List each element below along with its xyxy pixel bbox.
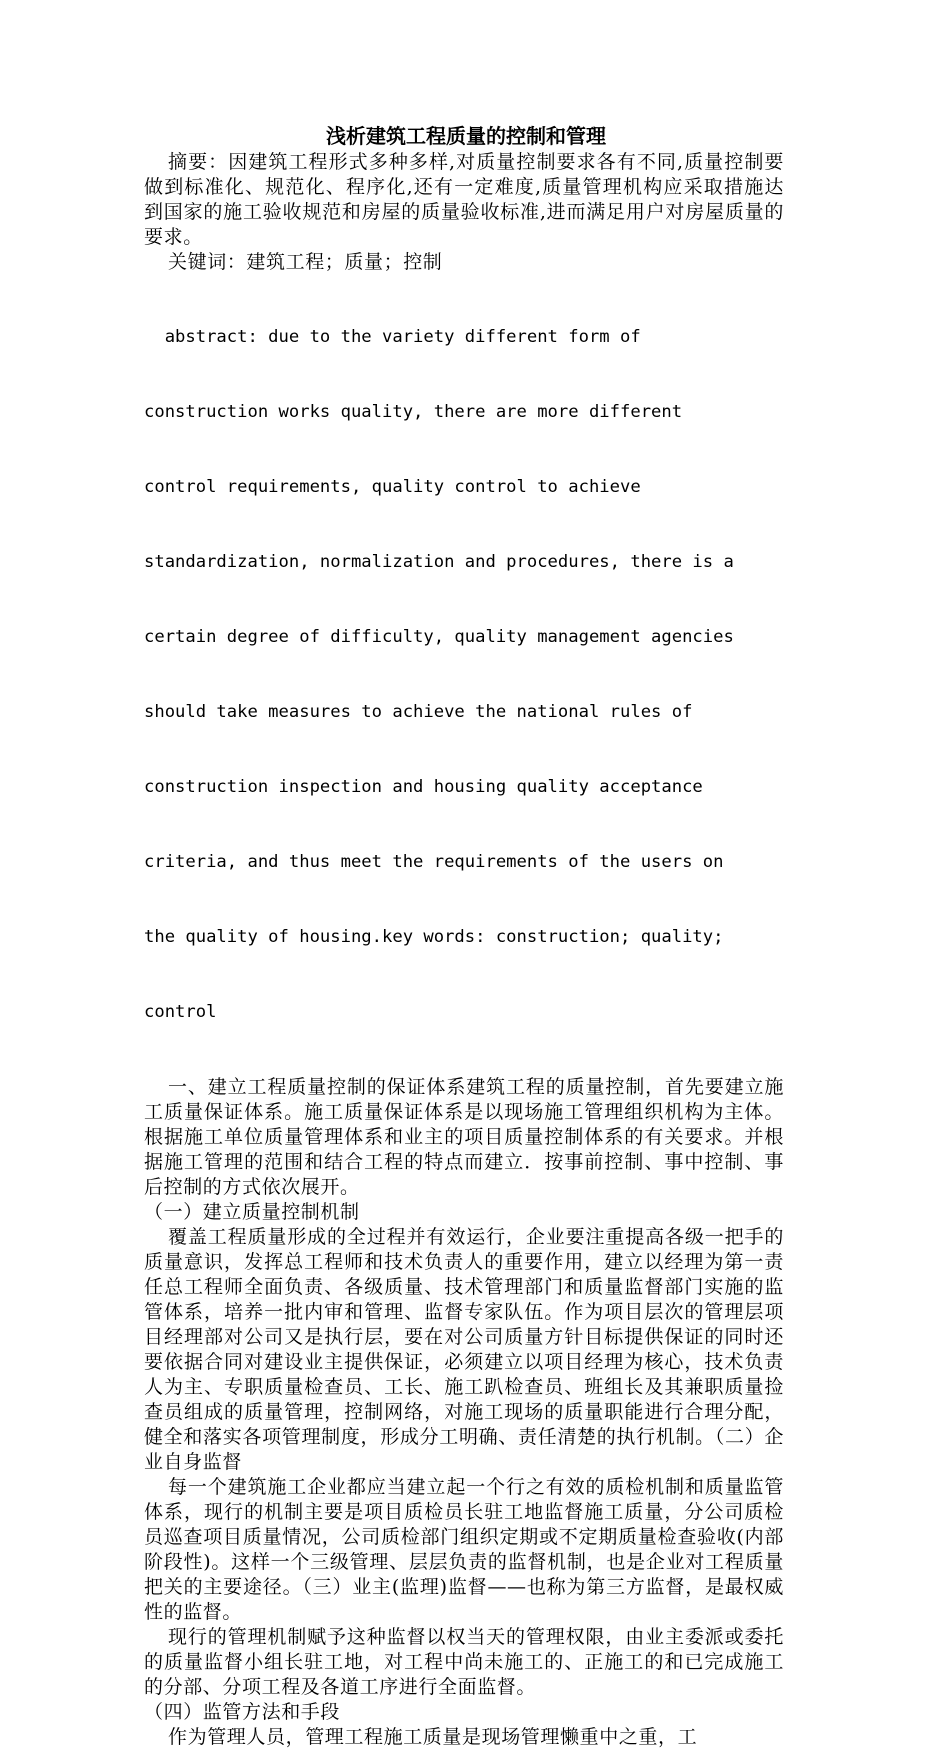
abstract-en-line: criteria, and thus meet the requirements of the users on: [144, 852, 724, 872]
section-heading: （一）建立质量控制机制: [144, 1201, 360, 1223]
abstract-en-line: construction inspection and housing quality acceptance: [144, 777, 703, 797]
keywords-cn: 关键词：建筑工程；质量；控制: [168, 251, 443, 273]
abstract-en-line: standardization, normalization and procedures, there is a: [144, 552, 734, 572]
abstract-en-line: control: [144, 1002, 217, 1022]
abstract-en: [144, 275, 784, 1075]
body-paragraph: 覆盖工程质量形成的全过程并有效运行，企业要注重提高各级一把手的质量意识，发挥总工程师和技术负责人的重要作用，建立以经理为第一责任总工程师全面负责、各级质量、技术管理部门和质量监督部门实施的监管体系，培养一批内审和管理、监督专家队伍。作为项目层次的管理层项目经理部对公司又是执行层，要在对公司质量方针目标提供保证的同时还要依据合同对建设业主提供保证，必须建立以项目经理为核心，技术负责人为主、专职质量检查员、工长、施工趴检查员、班组长及其兼职质量捡查员组成的质量管理，控制网络，对施工现场的质量职能进行合理分配，健全和落实各项管理制度，形成分工明确、责任清楚的执行机制。（二）企业自身监督: [144, 1226, 784, 1473]
abstract-en-line: certain degree of difficulty, quality management agencies: [144, 627, 734, 647]
abstract-en-line: abstract: due to the variety different form of: [144, 327, 641, 347]
body-paragraph: 现行的管理机制赋予这种监督以权当天的管理权限，由业主委派或委托的质量监督小组长驻工地，对工程中尚未施工的、正施工的和已完成施工的分部、分项工程及各道工序进行全面监督。: [144, 1626, 784, 1698]
abstract-en-line: control requirements, quality control to achieve: [144, 477, 641, 497]
body-paragraph: 作为管理人员，管理工程施工质量是现场管理懒重中之重，工: [168, 1726, 698, 1748]
abstract-en-line: construction works quality, there are more different: [144, 402, 683, 422]
abstract-en-line: should take measures to achieve the national rules of: [144, 702, 693, 722]
abstract-cn: 摘要：因建筑工程形式多种多样,对质量控制要求各有不同,质量控制要做到标准化、规范化、程序化,还有一定难度,质量管理机构应采取措施达到国家的施工验收规范和房屋的质量验收标准,进而满足用户对房屋质量的要求。: [144, 151, 784, 248]
document-page: [144, 122, 784, 1750]
abstract-en-line: the quality of housing.key words: construction; quality;: [144, 927, 724, 947]
document-title: 浅析建筑工程质量的控制和管理: [326, 124, 606, 148]
section-1-paragraph: 一、建立工程质量控制的保证体系建筑工程的质量控制，首先要建立施工质量保证体系。施工质量保证体系是以现场施工管理组织机构为主体。根据施工单位质量管理体系和业主的项目质量控制体系的有关要求。并根据施工管理的范围和结合工程的特点而建立．按事前控制、事中控制、事后控制的方式依次展开。: [144, 1076, 784, 1198]
section-heading: （四）监管方法和手段: [144, 1701, 341, 1723]
body-paragraph: 每一个建筑施工企业都应当建立起一个行之有效的质检机制和质量监管体系，现行的机制主要是项目质检员长驻工地监督施工质量，分公司质检员巡查项目质量情况，公司质检部门组织定期或不定期质量检查验收(内部阶段性)。这样一个三级管理、层层负责的监督机制，也是企业对工程质量把关的主要途径。（三）业主(监理)监督——也称为第三方监督，是最权威性的监督。: [144, 1476, 784, 1623]
